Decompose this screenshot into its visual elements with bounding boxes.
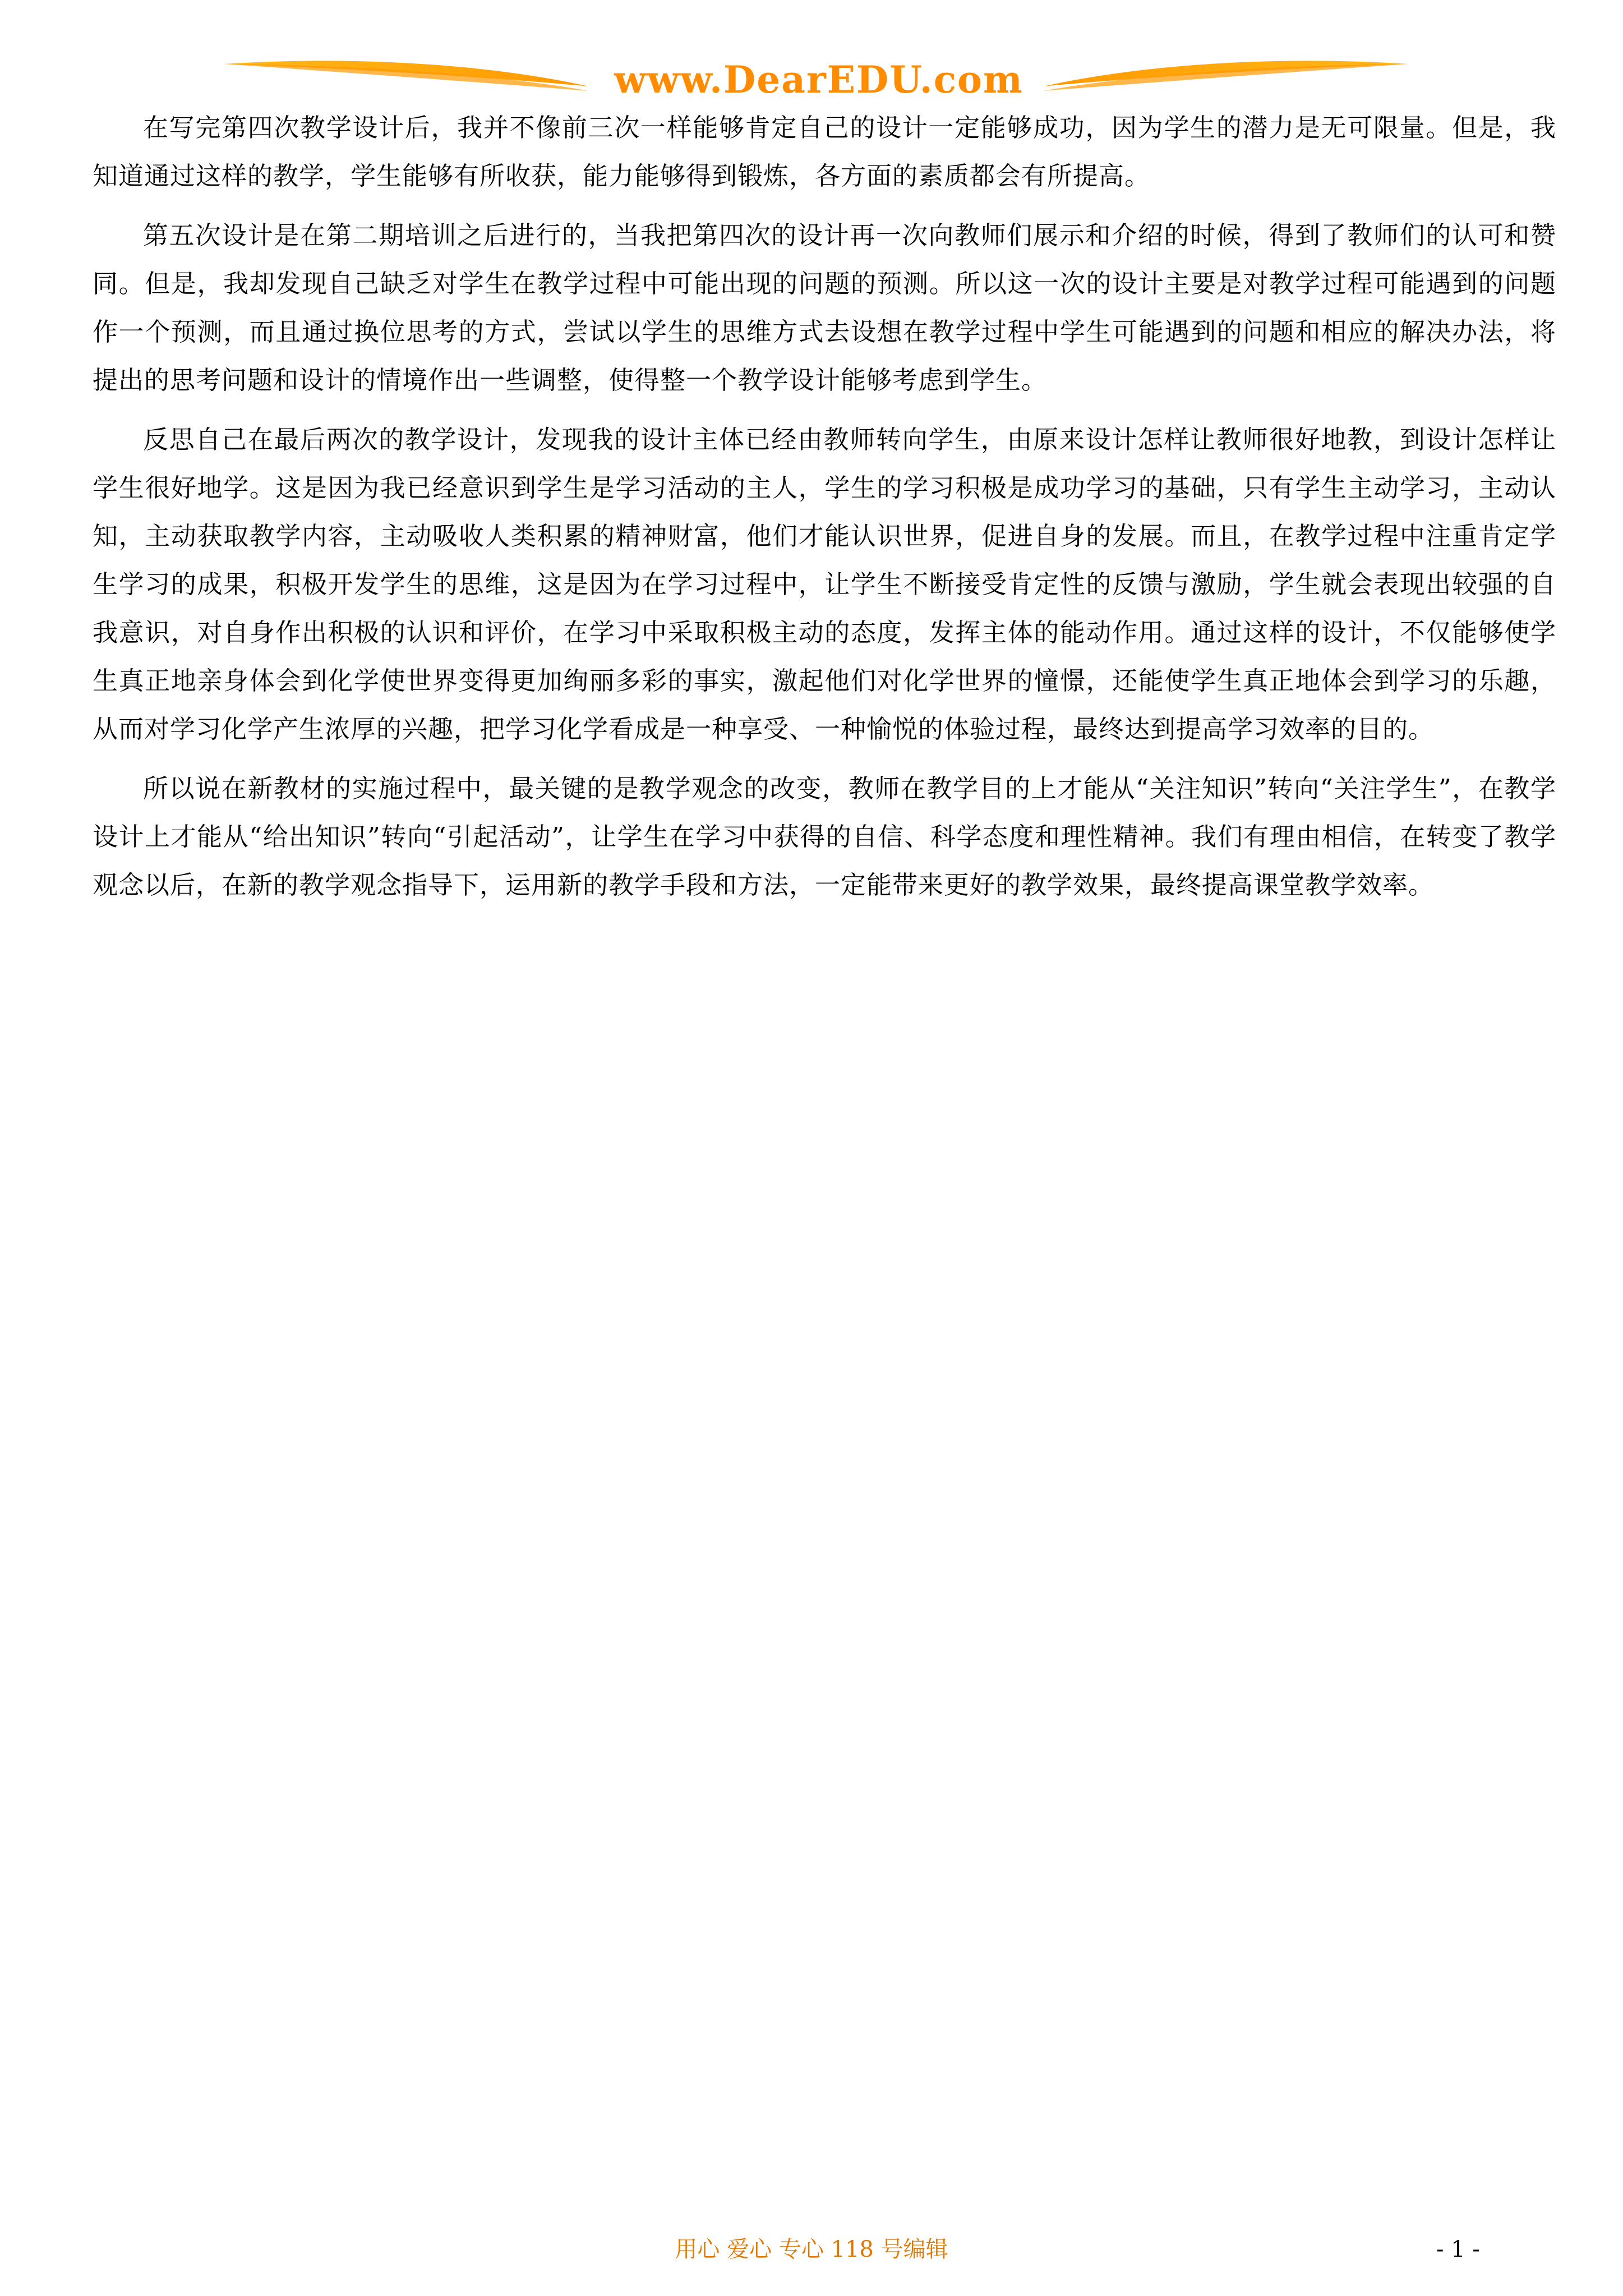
paragraph-3: 反思自己在最后两次的教学设计，发现我的设计主体已经由教师转向学生，由原来设计怎样让教师很好地教，到设计怎样让学生很好地学。这是因为我已经意识到学生是学习活动的主人，学生的学习积极是成功学习的基础，只有学生主动学习，主动认知，主动获取教学内容，主动吸收人类积累的精神财富，他们才能认识世界，促进自身的发展。而且，在教学过程中注重肯定学生学习的成果，积极开发学生的思维，这是因为在学习过程中，让学生不断接受肯定性的反馈与激励，学生就会表现出较强的自我意识，对自身作出积极的认识和评价，在学习中采取积极主动的态度，发挥主体的能动作用。通过这样的设计，不仅能够使学生真正地亲身体会到化学使世界变得更加绚丽多彩的事实，激起他们对化学世界的憧憬，还能使学生真正地体会到学习的乐趣，从而对学习化学产生浓厚的兴趣，把学习化学看成是一种享受、一种愉悦的体验过程，最终达到提高学习效率的目的。 [93, 425, 1556, 744]
site-logo: www.DearEDU.com [614, 58, 1023, 102]
paragraph-4: 所以说在新教材的实施过程中，最关键的是教学观念的改变，教师在教学目的上才能从“关注知识”转向“关注学生”，在教学设计上才能从“给出知识”转向“引起活动”，让学生在学习中获得的自信、科学态度和理性精神。我们有理由相信，在转变了教学观念以后，在新的教学观念指导下，运用新的教学手段和方法，一定能带来更好的教学效果，最终提高课堂教学效率。 [93, 774, 1556, 900]
document-body [93, 104, 1556, 921]
paragraph-1: 在写完第四次教学设计后，我并不像前三次一样能够肯定自己的设计一定能够成功，因为学生的潜力是无可限量。但是，我知道通过这样的教学，学生能够有所收获，能力能够得到锻炼，各方面的素质都会有所提高。 [93, 113, 1556, 191]
footer-slogan: 用心 爱心 专心 118 号编辑 [675, 2237, 948, 2262]
header-banner [224, 52, 1408, 108]
page-footer [0, 2233, 1623, 2266]
paragraph-2: 第五次设计是在第二期培训之后进行的，当我把第四次的设计再一次向教师们展示和介绍的时候，得到了教师们的认可和赞同。但是，我却发现自己缺乏对学生在教学过程中可能出现的问题的预测。所以这一次的设计主要是对教学过程可能遇到的问题作一个预测，而且通过换位思考的方式，尝试以学生的思维方式去设想在教学过程中学生可能遇到的问题和相应的解决办法，将提出的思考问题和设计的情境作出一些调整，使得整一个教学设计能够考虑到学生。 [93, 220, 1556, 395]
page-number: - 1 - [1436, 2237, 1480, 2262]
